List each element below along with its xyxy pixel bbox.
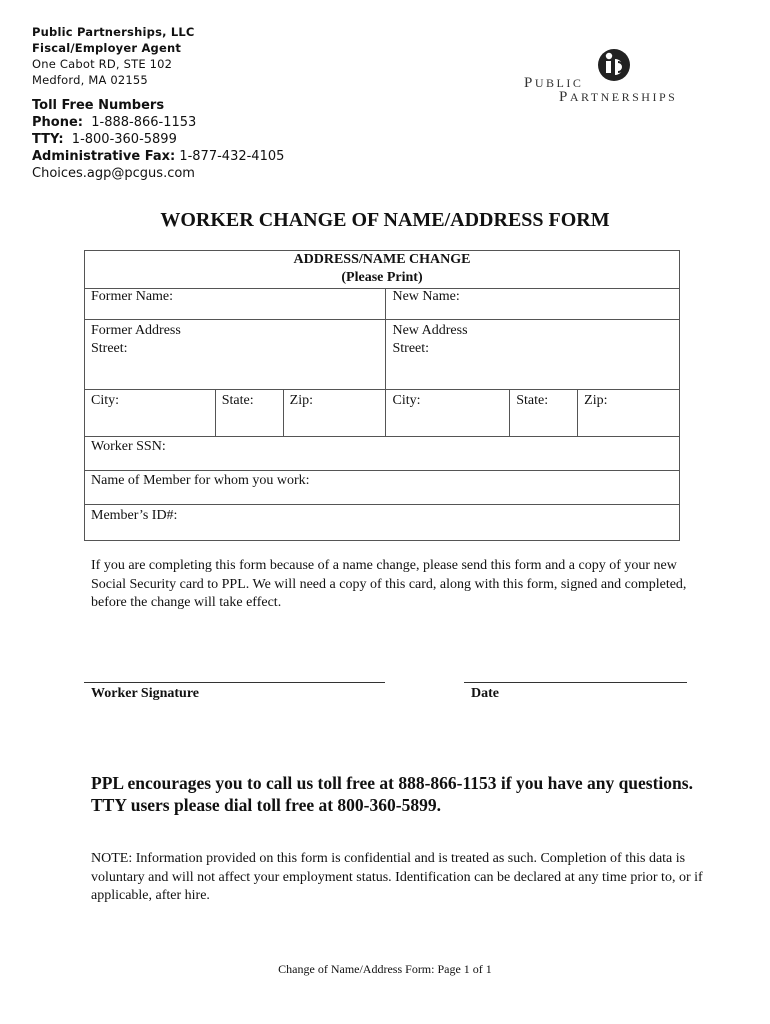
fax-label: Administrative Fax:: [32, 149, 176, 164]
phone-number: 1-888-866-1153: [91, 115, 197, 130]
tty-line: [32, 131, 284, 148]
fax-number: 1-877-432-4105: [179, 149, 285, 164]
former-street-label: Street:: [91, 341, 128, 356]
former-state-field[interactable]: [215, 390, 283, 437]
form-header-line1: ADDRESS/NAME CHANGE: [293, 252, 471, 267]
form-title: WORKER CHANGE OF NAME/ADDRESS FORM: [160, 209, 610, 231]
tty-number: 1-800-360-5899: [71, 132, 177, 147]
change-form-table: [84, 250, 680, 541]
member-id-label: Member’s ID#:: [91, 508, 178, 523]
date-line[interactable]: [464, 682, 687, 683]
former-name-label: Former Name:: [91, 289, 174, 304]
worker-signature-line[interactable]: [84, 682, 385, 683]
logo-line1-rest: UBLIC: [534, 76, 584, 90]
date-label: Date: [471, 686, 499, 701]
logo-text-line2: [559, 89, 677, 106]
new-city-label: City:: [392, 393, 421, 408]
new-address-label: New Address: [392, 323, 468, 338]
former-city-label: City:: [91, 393, 120, 408]
logo-line2-cap: P: [559, 89, 570, 105]
worker-signature-label: Worker Signature: [91, 686, 199, 701]
phone-line: [32, 114, 284, 131]
new-zip-label: Zip:: [584, 393, 608, 408]
new-name-label: New Name:: [392, 289, 460, 304]
phone-label: Phone:: [32, 115, 83, 130]
page-footer: Change of Name/Address Form: Page 1 of 1: [278, 962, 492, 976]
confidentiality-note: NOTE: Information provided on this form is confidential and is treated as such. Completion of this data is voluntary and will not affect your employment status. Identification can be declared at any time prior to, or if applicable, after hire.: [91, 851, 703, 903]
contact-info: [32, 97, 284, 182]
form-header-line2: (Please Print): [341, 270, 423, 285]
member-id-field[interactable]: [85, 505, 680, 541]
agent-address-line1: One Cabot RD, STE 102: [32, 57, 173, 71]
instructions-paragraph: If you are completing this form because of a name change, please send this form and a copy of your new Social Security card to PPL. We will need a copy of this card, along with this form, signed and completed, before the change will take effect.: [91, 558, 687, 610]
agent-address-line2: Medford, MA 02155: [32, 73, 148, 87]
former-state-label: State:: [221, 393, 254, 408]
agent-info: [32, 24, 195, 88]
logo-line1-cap: P: [524, 75, 535, 91]
new-address-field[interactable]: [386, 320, 680, 390]
form-header: [85, 251, 680, 289]
fax-line: [32, 148, 284, 165]
former-address-field[interactable]: [85, 320, 386, 390]
new-street-label: Street:: [392, 341, 430, 356]
toll-free-heading: Toll Free Numbers: [32, 98, 165, 113]
agent-role: Fiscal/Employer Agent: [32, 41, 182, 55]
tty-label: TTY:: [32, 132, 64, 147]
new-zip-field[interactable]: [578, 390, 680, 437]
member-name-label: Name of Member for whom you work:: [91, 473, 310, 488]
worker-ssn-field[interactable]: [85, 437, 680, 471]
agent-company: Public Partnerships, LLC: [32, 25, 195, 39]
email-address: Choices.agp@pcgus.com: [32, 166, 195, 181]
new-name-field[interactable]: [386, 289, 680, 320]
former-city-field[interactable]: [85, 390, 216, 437]
former-zip-field[interactable]: [283, 390, 386, 437]
new-city-field[interactable]: [386, 390, 510, 437]
logo-line2-rest: ARTNERSHIPS: [569, 90, 678, 104]
member-name-field[interactable]: [85, 471, 680, 505]
public-partnerships-logo: [524, 48, 684, 108]
encouragement-text: PPL encourages you to call us toll free at 888-866-1153 if you have any questions. TTY users please dial toll free at 800-360-5899.: [91, 773, 693, 815]
new-state-label: State:: [516, 393, 549, 408]
former-name-field[interactable]: [85, 289, 386, 320]
former-zip-label: Zip:: [289, 393, 314, 408]
former-address-label: Former Address: [91, 323, 181, 338]
logo-mark-icon: [597, 48, 631, 82]
worker-ssn-label: Worker SSN:: [91, 439, 166, 454]
new-state-field[interactable]: [510, 390, 578, 437]
